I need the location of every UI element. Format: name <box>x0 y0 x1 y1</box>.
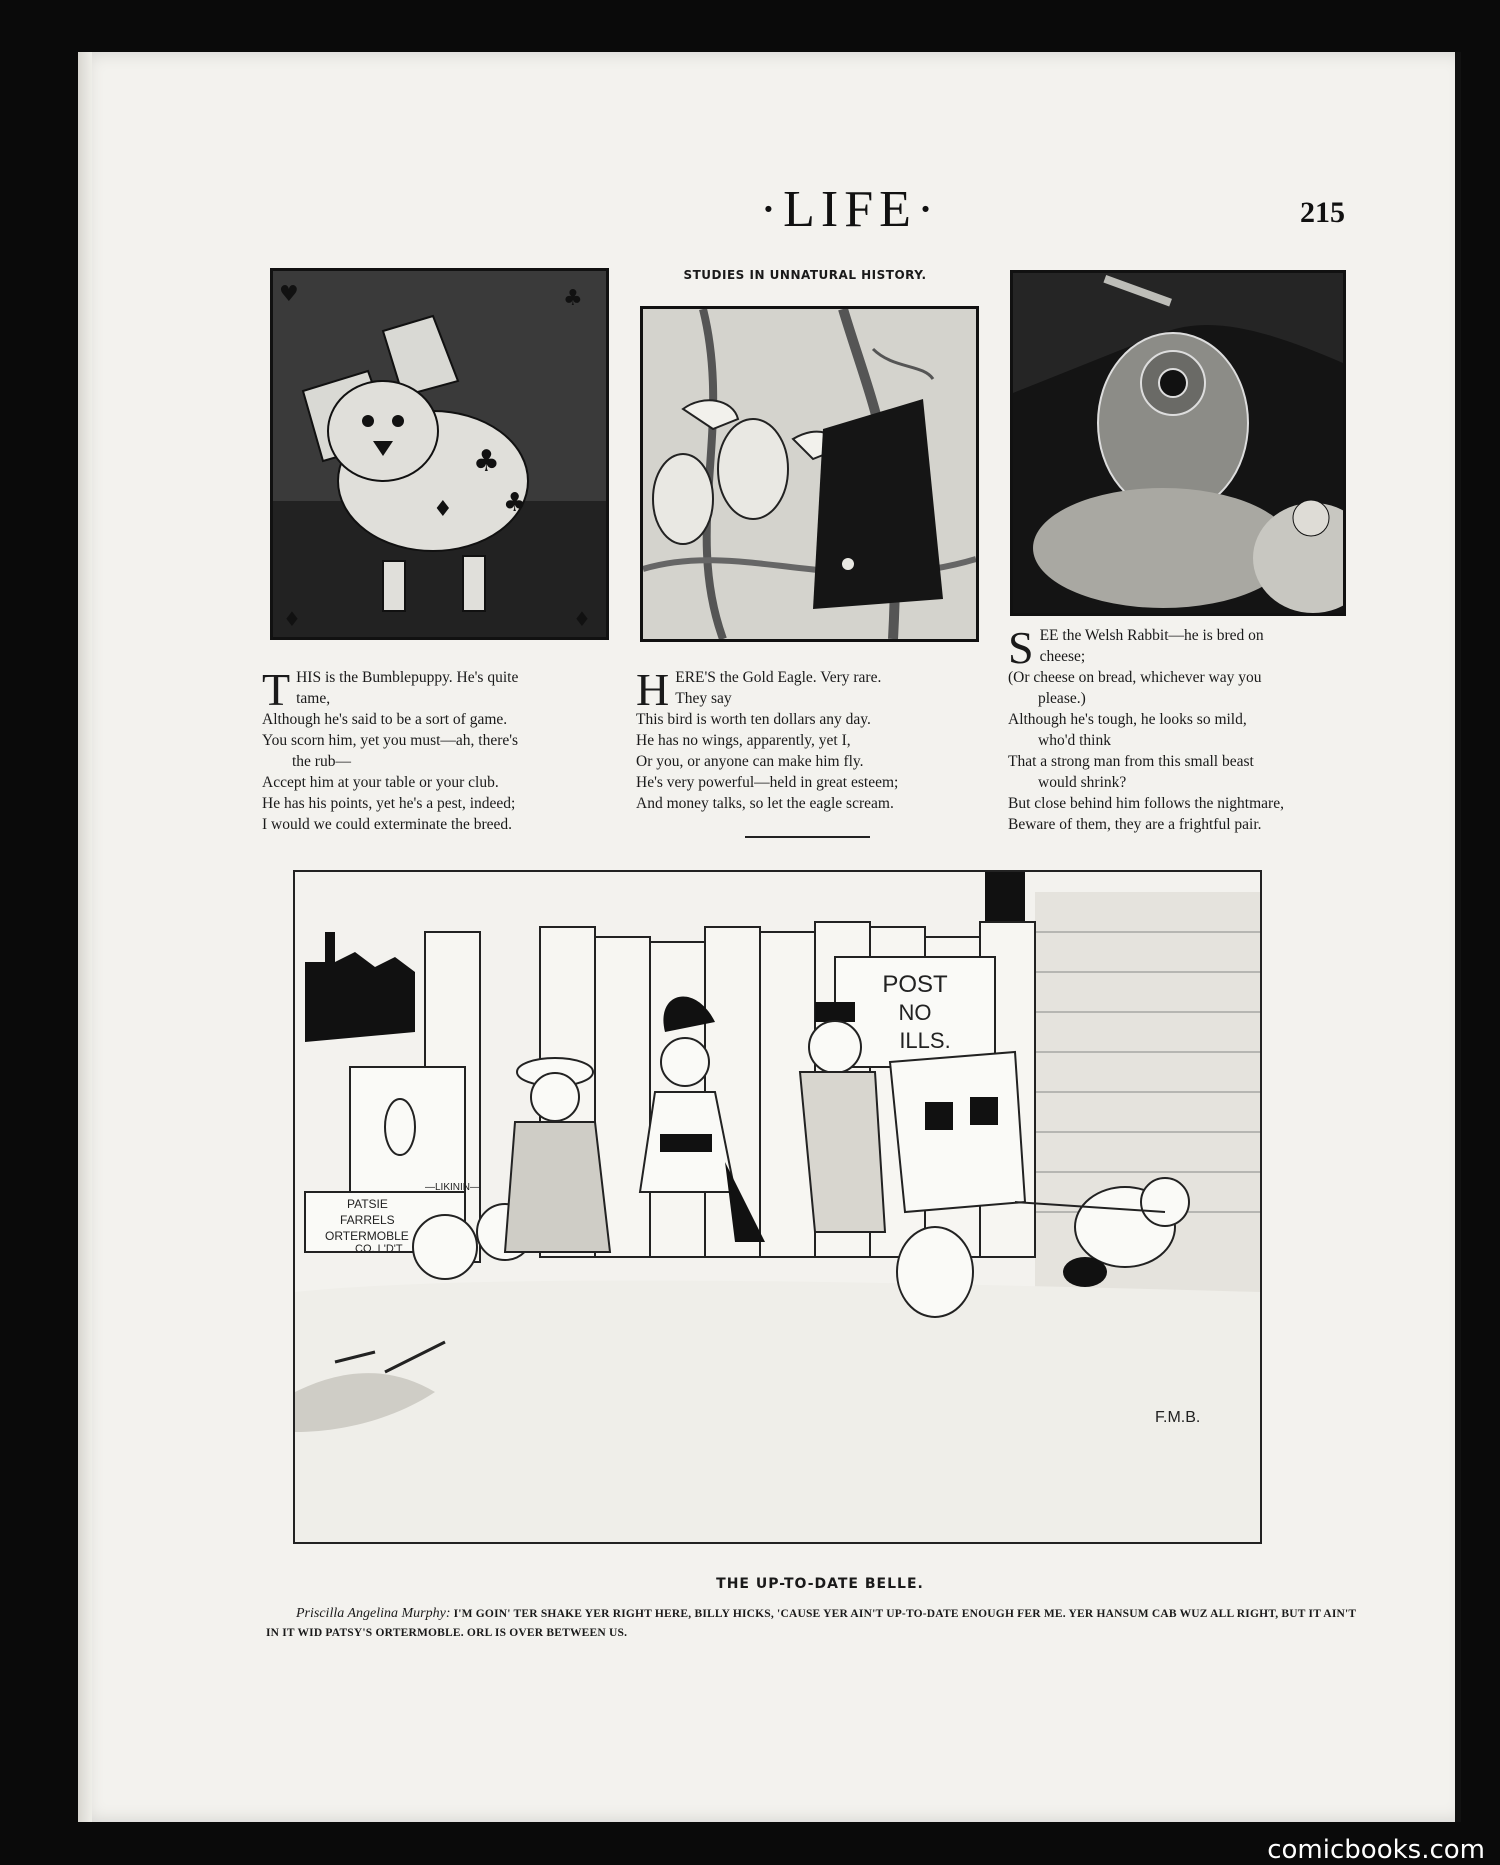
gold-eagle-illustration <box>640 306 979 642</box>
cartoon-title: THE UP-TO-DATE BELLE. <box>716 1576 924 1592</box>
welsh-rabbit-verse <box>1008 622 1368 835</box>
bumblepuppy-illustration <box>270 268 609 640</box>
svg-text:♦: ♦ <box>573 607 591 631</box>
site-watermark: comicbooks.com <box>1267 1835 1485 1865</box>
drop-cap: H <box>636 664 670 715</box>
cartoon-caption <box>266 1604 1361 1643</box>
verse-line: He has his points, yet he's a pest, indeed; <box>262 795 516 812</box>
sign-text-bills: ILLS. <box>899 1028 951 1053</box>
svg-text:♥: ♥ <box>279 282 299 307</box>
cart-label-1: PATSIE <box>347 1197 388 1211</box>
drop-cap: T <box>262 664 291 715</box>
verse-line: EE the Welsh Rabbit—he is bred on <box>1039 627 1264 644</box>
cart-top-label: —LIKININ— <box>425 1182 481 1193</box>
caption-speech: I'M GOIN' TER SHAKE YER RIGHT HERE, BILLY HICKS, 'CAUSE YER AIN'T UP-TO-DATE ENOUGH FER ME. YER HANSUM CAB WUZ ALL RIGHT, BUT IT AIN'T IN IT WID PATSY'S ORTERMOBLE. ORL IS OVER BETWEEN US. <box>266 1608 1357 1639</box>
verse-line: cheese; <box>1039 648 1086 665</box>
verse-line: He's very powerful—held in great esteem; <box>636 774 899 791</box>
verse-line: But close behind him follows the nightmare, <box>1008 795 1284 812</box>
verse-line: Or you, or anyone can make him fly. <box>636 753 864 770</box>
verse-line: That a strong man from this small beast <box>1008 753 1254 770</box>
verse-line: who'd think <box>1038 732 1111 749</box>
page-edge <box>1455 52 1461 1822</box>
verse-line: He has no wings, apparently, yet I, <box>636 732 851 749</box>
svg-text:♦: ♦ <box>283 607 301 631</box>
verse-line: the rub— <box>292 753 351 770</box>
welsh-rabbit-illustration <box>1010 270 1346 616</box>
verse-line: They say <box>675 690 732 707</box>
cart-label-4: CO. L'D'T <box>355 1243 403 1255</box>
verse-line: You scorn him, yet you must—ah, there's <box>262 732 519 749</box>
svg-text:♣: ♣ <box>473 444 500 479</box>
page-spine <box>78 52 92 1822</box>
svg-text:♣: ♣ <box>503 488 527 518</box>
verse-line: (Or cheese on bread, whichever way you <box>1008 669 1262 686</box>
drop-cap: S <box>1008 622 1034 673</box>
svg-text:♦: ♦ <box>433 497 453 522</box>
verse-line: And money talks, so let the eagle scream. <box>636 795 894 812</box>
verse-line: would shrink? <box>1038 774 1127 791</box>
verse-line: Although he's said to be a sort of game. <box>262 711 508 728</box>
masthead: ·LIFE· <box>759 181 941 238</box>
cart-label-2: FARRELS <box>340 1213 395 1227</box>
verse-line: tame, <box>296 690 331 707</box>
bumblepuppy-verse <box>262 664 622 835</box>
verse-line: This bird is worth ten dollars any day. <box>636 711 871 728</box>
verse-line: Although he's tough, he looks so mild, <box>1008 711 1247 728</box>
sign-text-post: POST <box>882 971 948 998</box>
up-to-date-belle-cartoon <box>293 870 1262 1544</box>
gold-eagle-verse <box>636 664 996 814</box>
verse-line: HIS is the Bumblepuppy. He's quite <box>296 669 519 686</box>
artist-signature: F.M.B. <box>1155 1409 1201 1426</box>
caption-speaker: Priscilla Angelina Murphy: <box>296 1606 451 1621</box>
sign-text-no: NO <box>898 1000 932 1025</box>
svg-text:♣: ♣ <box>563 286 583 311</box>
verse-line: Accept him at your table or your club. <box>262 774 499 791</box>
verse-line: Beware of them, they are a frightful pair. <box>1008 816 1262 833</box>
verse-line: ERE'S the Gold Eagle. Very rare. <box>675 669 882 686</box>
series-title: STUDIES IN UNNATURAL HISTORY. <box>683 268 927 282</box>
verse-line: I would we could exterminate the breed. <box>262 816 513 833</box>
page-number: 215 <box>1300 196 1345 229</box>
section-divider <box>745 836 870 838</box>
verse-line: please.) <box>1038 690 1086 707</box>
cart-label-3: ORTERMOBLE <box>325 1229 409 1243</box>
